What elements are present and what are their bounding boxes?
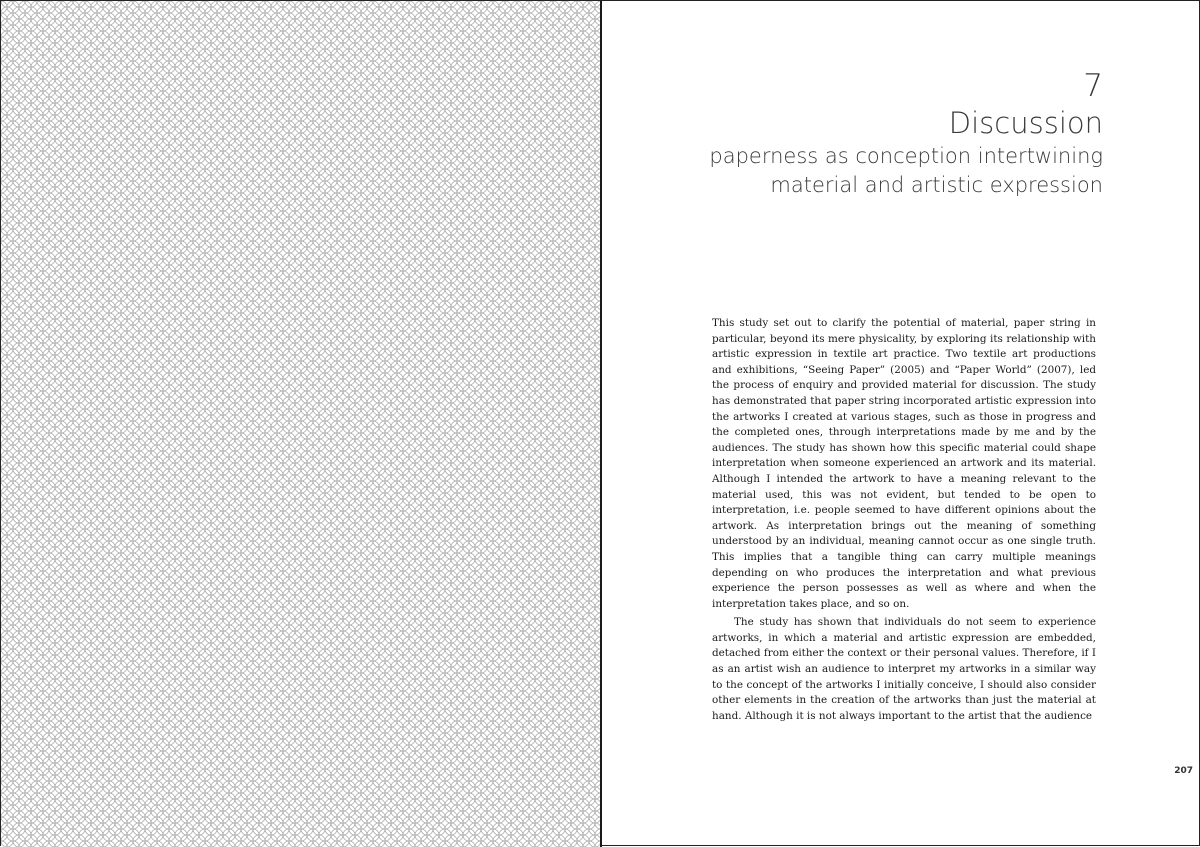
chapter-title: Discussion xyxy=(948,106,1103,140)
overlapping-circles-pattern xyxy=(1,1,601,847)
body-text xyxy=(712,316,1096,727)
chapter-number: 7 xyxy=(1083,68,1103,104)
chapter-heading xyxy=(709,67,1103,200)
body-paragraph-1: This study set out to clarify the potential of material, paper string in particular, beyond its mere physicality, by exploring its relationship with artistic expression in textile art practice. Two textile art productions and exhibitions, “Seeing Paper” (2005) and “Paper World” (2007), led the process of enquiry and provided material for discussion. The study has demonstrated that paper string incorporated artistic expression into the artworks I created at various stages, such as those in progress and the completed ones, through interpretations made by me and by the audiences. The study has shown how this specific material could shape interpretation when someone experienced an artwork and its material. Although I intended the artwork to have a meaning relevant to the material used, this was not evident, but tended to be open to interpretation, i.e. people seemed to have different opinions about the artwork. As interpretation brings out the meaning of something understood by an individual, meaning cannot occur as one single truth. This implies that a tangible thing can carry multiple meanings depending on who produces the interpretation and what previous experience the person possesses as well as where and when the interpretation takes place, and so on. xyxy=(712,317,1096,610)
chapter-subtitle-line-2: material and artistic expression xyxy=(770,173,1103,197)
chapter-subtitle-line-1: paperness as conception intertwining xyxy=(709,144,1103,168)
chapter-subtitle xyxy=(709,142,1103,200)
body-paragraph-2: The study has shown that individuals do not seem to experience artworks, in which a material and artistic expression are embedded, detached from either the context or their personal values. Therefore, if I as an artist wish an audience to interpret my artworks in a similar way to the concept of the artworks I initially conceive, I should also consider other elements in the creation of the artworks than just the material at hand. Although it is not always important to the artist that the audience xyxy=(712,616,1096,722)
left-page-pattern xyxy=(1,1,601,847)
page-number: 207 xyxy=(1174,766,1193,776)
right-page xyxy=(602,1,1200,847)
